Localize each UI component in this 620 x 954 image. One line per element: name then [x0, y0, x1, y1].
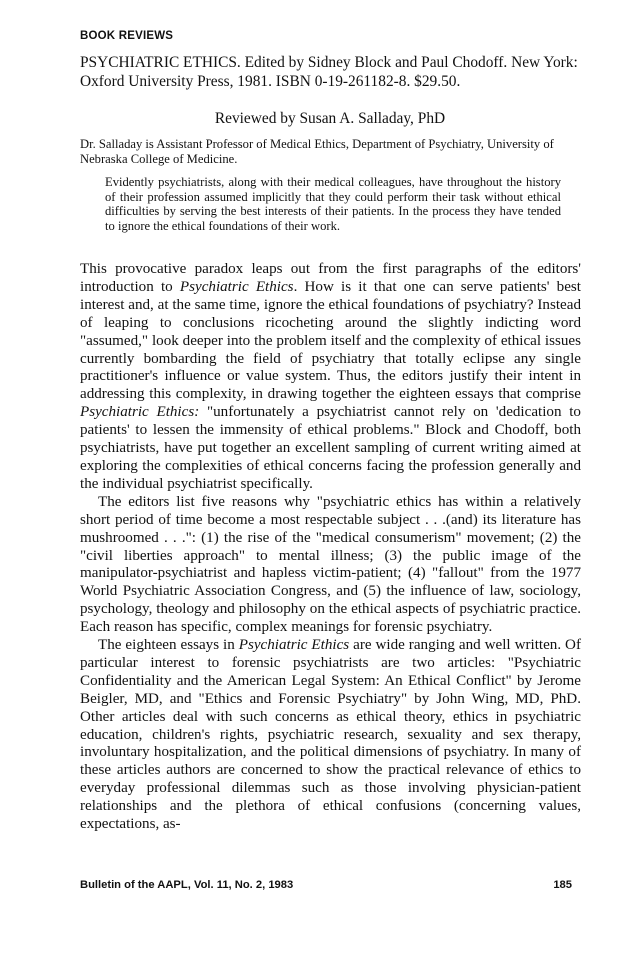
paragraph-text: . How is it that one can serve patients' best interest and, at the same time, ignore the ethical foundations of psychiatry? Instead of leaping to conclusions ricocheting around the slightly indicting word "assumed," look deeper into the problem itself and the complexity of ethical issues currently bombarding the field of psychiatry that totally eclipse any single practitioner's influence or value system. Thus, the editors justify their intent in addressing this complexity, in drawing together the eighteen essays that comprise: [80, 278, 581, 403]
review-body: [80, 261, 581, 834]
body-paragraph-3: [80, 637, 581, 834]
book-title-italic: Psychiatric Ethics:: [80, 404, 200, 421]
paragraph-text: "unfortunately a psychiatrist cannot rely on 'dedication to patients' to lessen the immensity of ethical problems." Block and Chodoff, both psychiatrists, have put together an excellent sampling of current writing aimed at exploring the complexities of ethical concerns facing the profession generally and the individual psychiatrist specifically.: [80, 404, 581, 492]
paragraph-text: This provocative paradox leaps out from the first paragraphs of the editors' introduction to: [80, 261, 581, 295]
paragraph-text: The eighteen essays in: [98, 637, 239, 654]
book-citation: PSYCHIATRIC ETHICS. Edited by Sidney Block and Paul Chodoff. New York: Oxford University Press, 1981. ISBN 0-19-261182-8. $29.50.: [80, 54, 578, 90]
page-number: 185: [553, 879, 572, 891]
body-paragraph-1: [80, 261, 581, 494]
epigraph-quote: Evidently psychiatrists, along with their medical colleagues, have throughout the history of their profession assumed implicitly that they could perform their task without ethical difficulties by serving the best interests of their patients. In the process they have tended to ignore the ethical foundations of their work.: [105, 175, 561, 233]
body-paragraph-2: The editors list five reasons why "psychiatric ethics has within a relatively short period of time become a most respectable subject . . .(and) its literature has mushroomed . . .": (1) the rise of the "medical consumerism" movement; (2) the "civil liberties approach" to mental illness; (3) the public image of the manipulator-psychiatrist and hapless victim-patient; (4) "fallout" from the 1977 World Psychiatric Association Congress, and (5) the influence of law, sociology, psychology, theology and philosophy on the ethical aspects of psychiatric practice. Each reason has specific, complex meanings for forensic psychiatry.: [80, 493, 581, 636]
journal-citation: Bulletin of the AAPL, Vol. 11, No. 2, 1983: [80, 879, 294, 891]
book-title-italic: Psychiatric Ethics: [179, 278, 294, 295]
reviewer-affiliation: Dr. Salladay is Assistant Professor of Medical Ethics, Department of Psychiatry, University of Nebraska College of Medicine.: [80, 137, 554, 166]
paragraph-text: are wide ranging and well written. Of particular interest to forensic psychiatrists are two articles: "Psychiatric Confidentiality and the American Legal System: An Ethical Conflict" by Jerome Beigler, MD, and "Ethics and Forensic Psychiatry" by John Wing, MD, PhD. Other articles deal with such concerns as ethical theory, ethics in psychiatric education, children's rights, psychiatric research, sexuality and sex therapy, involuntary hospitalization, and the political dimensions of psychiatry. In many of these articles authors are concerned to show the practical relevance of ethics to everyday professional dilemmas such as those involving physician-patient relationships and the plethora of ethical confusions (concerning values, expectations, as-: [80, 637, 581, 833]
book-title-italic: Psychiatric Ethics: [238, 637, 350, 654]
reviewer-byline: Reviewed by Susan A. Salladay, PhD: [214, 110, 446, 127]
section-label: BOOK REVIEWS: [80, 30, 174, 42]
